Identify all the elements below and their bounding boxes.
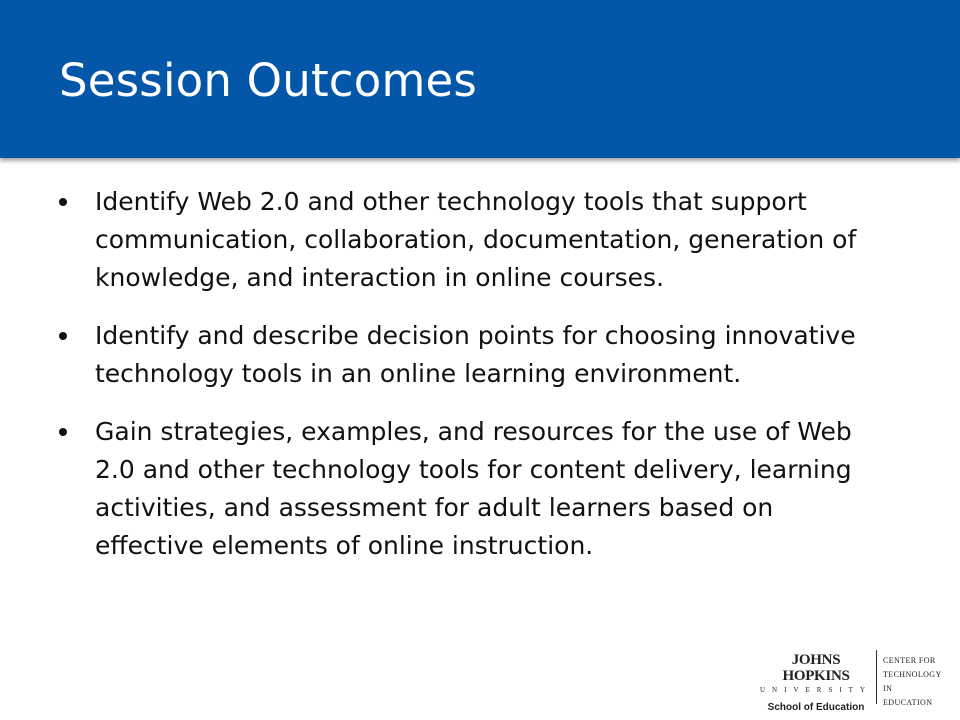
logo-school: School of Education [767,702,865,713]
slide-title: Session Outcomes [59,54,478,107]
bullet-item [57,183,877,297]
logo-center-line: TECHNOLOGY IN [883,670,942,693]
logo-center-line: CENTER FOR [883,656,936,665]
logo-name: JOHNS HOPKINS [782,652,850,684]
bullet-dot-icon [59,332,67,340]
bullet-dot-icon [59,198,67,206]
logo-center-name [883,654,945,710]
logo-center-line: EDUCATION [883,698,933,707]
bullet-dot-icon [59,428,67,436]
title-bar [0,0,960,158]
logo-university: UNIVERSITY [760,686,872,694]
bullet-item [57,413,877,565]
bullet-text: Identify Web 2.0 and other technology tools that support communication, collaboration, documentation, generation of knowledge, and interaction in online courses. [95,187,857,292]
jhu-logo [760,648,944,713]
bullet-list [57,183,877,585]
bullet-text: Gain strategies, examples, and resources for the use of Web 2.0 and other technology tools for content delivery, learning activities, and assessment for adult learners based on effective elements of online instruction. [95,417,852,560]
logo-wordmark [760,648,872,713]
logo-divider [876,650,877,704]
bullet-item [57,317,877,393]
bullet-text: Identify and describe decision points for choosing innovative technology tools in an online learning environment. [95,321,856,388]
